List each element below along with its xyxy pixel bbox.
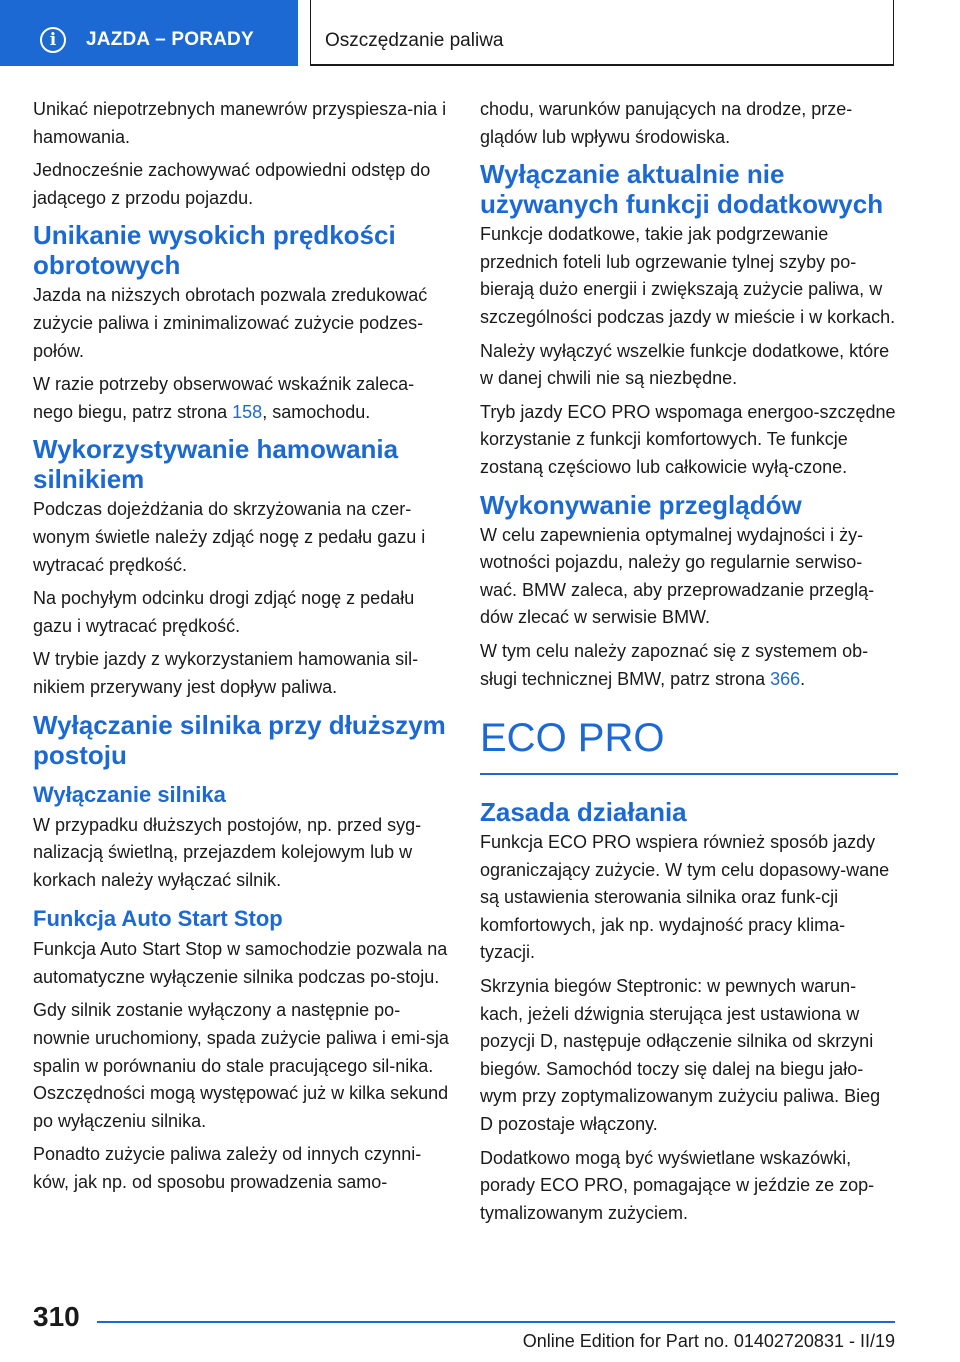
- page-link-158[interactable]: 158: [232, 401, 263, 422]
- paragraph: Należy wyłączyć wszelkie funkcje dodatkowe, które w danej chwili nie są niezbędne.: [480, 340, 890, 389]
- paragraph: Na pochyłym odcinku drogi zdjąć nogę z pedału gazu i wytracać prędkość.: [33, 588, 415, 636]
- paragraph: [480, 638, 898, 693]
- paragraph: Jednocześnie zachowywać odpowiedni odstęp do jadącego z przodu pojazdu.: [33, 160, 431, 208]
- page-link-366[interactable]: 366: [770, 668, 801, 689]
- page-number: 310: [33, 1301, 80, 1332]
- heading-service: Wykonywanie przeglądów: [480, 489, 802, 520]
- paragraph: Funkcja Auto Start Stop w samochodzie pozwala na automatyczne wyłączenie silnika podczas po-stoju.: [33, 939, 448, 987]
- header-divider: [310, 0, 311, 66]
- section-label: JAZDA – PORADY: [86, 29, 254, 50]
- page-title: Oszczędzanie paliwa: [325, 30, 504, 51]
- paragraph-text: W razie potrzeby obserwować wskaźnik zaleca-nego biegu, patrz strona: [33, 374, 415, 422]
- heading-principle: Zasada działania: [480, 797, 687, 828]
- paragraph: Skrzynia biegów Steptronic: w pewnych warun-kach, jeżeli dźwignia sterująca jest ustawiona w pozycji D, następuje odłączenie silnika od skrzyni biegów. Samochód toczy się dalej na biegu jało-wym przy zoptymalizowanym zużyciu paliwa. Bieg D pozostaje włączony.: [480, 976, 881, 1135]
- heading-unused-functions: Wyłączanie aktualnie nie używanych funkcji dodatkowych: [480, 159, 884, 220]
- paragraph: Unikać niepotrzebnych manewrów przyspiesza-nia i hamowania.: [33, 99, 447, 147]
- paragraph: Tryb jazdy ECO PRO wspomaga energoo-szczędne korzystanie z funkcji komfortowych. Te funkcje zostaną częściowo lub całkowicie wyłą-czone.: [480, 401, 896, 477]
- paragraph: [33, 371, 451, 426]
- chapter-title-eco-pro: ECO PRO: [480, 713, 898, 775]
- subheading-engine-off: Wyłączanie silnika: [33, 781, 226, 807]
- right-column: [480, 96, 898, 1233]
- section-tab[interactable]: [0, 0, 298, 66]
- heading-high-rpm: Unikanie wysokich prędkości obrotowych: [33, 220, 396, 281]
- left-column: [33, 96, 451, 1203]
- paragraph: chodu, warunków panujących na drodze, prze-glądów lub wpływu środowiska.: [480, 99, 853, 147]
- subheading-auto-start-stop: Funkcja Auto Start Stop: [33, 906, 283, 932]
- paragraph: Podczas dojeżdżania do skrzyżowania na czer-wonym świetle należy zdjąć nogę z pedału gazu i wytracać prędkość.: [33, 499, 426, 575]
- footer-edition: Online Edition for Part no. 01402720831 - II/19: [522, 1331, 895, 1351]
- paragraph: Funkcja ECO PRO wspiera również sposób jazdy ograniczający zużycie. W tym celu dopasowy-wane są ustawienia sterowania silnika oraz funk-cji komfortowych, jak np. wydajność pracy klima-tyzacji.: [480, 832, 890, 963]
- footer-rule: [97, 1321, 895, 1323]
- paragraph-text: , samochodu.: [262, 401, 371, 422]
- paragraph: Ponadto zużycie paliwa zależy od innych czynni-ków, jak np. od sposobu prowadzenia samo-: [33, 1144, 422, 1193]
- paragraph: W celu zapewnienia optymalnej wydajności i ży-wotności pojazdu, należy go regularnie serwiso-wać. BMW zaleca, aby przeprowadzanie przeglą-dów zlecać w serwisie BMW.: [480, 524, 875, 628]
- paragraph: Funkcje dodatkowe, takie jak podgrzewanie przednich foteli lub ogrzewanie tylnej szyby po-bierają dużo energii i zwiększają zużycie paliwa, w szczególności podczas jazdy w mieście i w korkach.: [480, 224, 896, 327]
- paragraph: Gdy silnik zostanie wyłączony a następnie po-nownie uruchomiony, spada zużycie paliwa i emi-sja spalin w porównaniu do stale pracującego sil-nika. Oszczędności mogą występować już w kilka sekund po wyłączeniu silnika.: [33, 1000, 449, 1131]
- header-divider-right: [893, 0, 894, 66]
- paragraph: Jazda na niższych obrotach pozwala zredukować zużycie paliwa i zminimalizować zużycie podzes-połów.: [33, 285, 428, 361]
- heading-engine-braking: Wykorzystywanie hamowania silnikiem: [33, 434, 399, 495]
- info-icon: i: [40, 27, 66, 53]
- paragraph: W przypadku dłuższych postojów, np. przed syg-nalizacją świetlną, przejazdem kolejowym lub w korkach należy wyłączać silnik.: [33, 814, 422, 890]
- paragraph-text: W tym celu należy zapoznać się z systemem ob-sługi technicznej BMW, patrz strona: [480, 640, 869, 689]
- paragraph: W trybie jazdy z wykorzystaniem hamowania sil-nikiem przerywany jest dopływ paliwa.: [33, 649, 419, 697]
- header-underline: [310, 64, 894, 66]
- paragraph-text: .: [800, 668, 806, 689]
- paragraph: Dodatkowo mogą być wyświetlane wskazówki, porady ECO PRO, pomagające w jeździe ze zop-tymalizowanym zużyciem.: [480, 1147, 875, 1223]
- heading-engine-off-long-stop: Wyłączanie silnika przy dłuższym postoju: [33, 709, 446, 770]
